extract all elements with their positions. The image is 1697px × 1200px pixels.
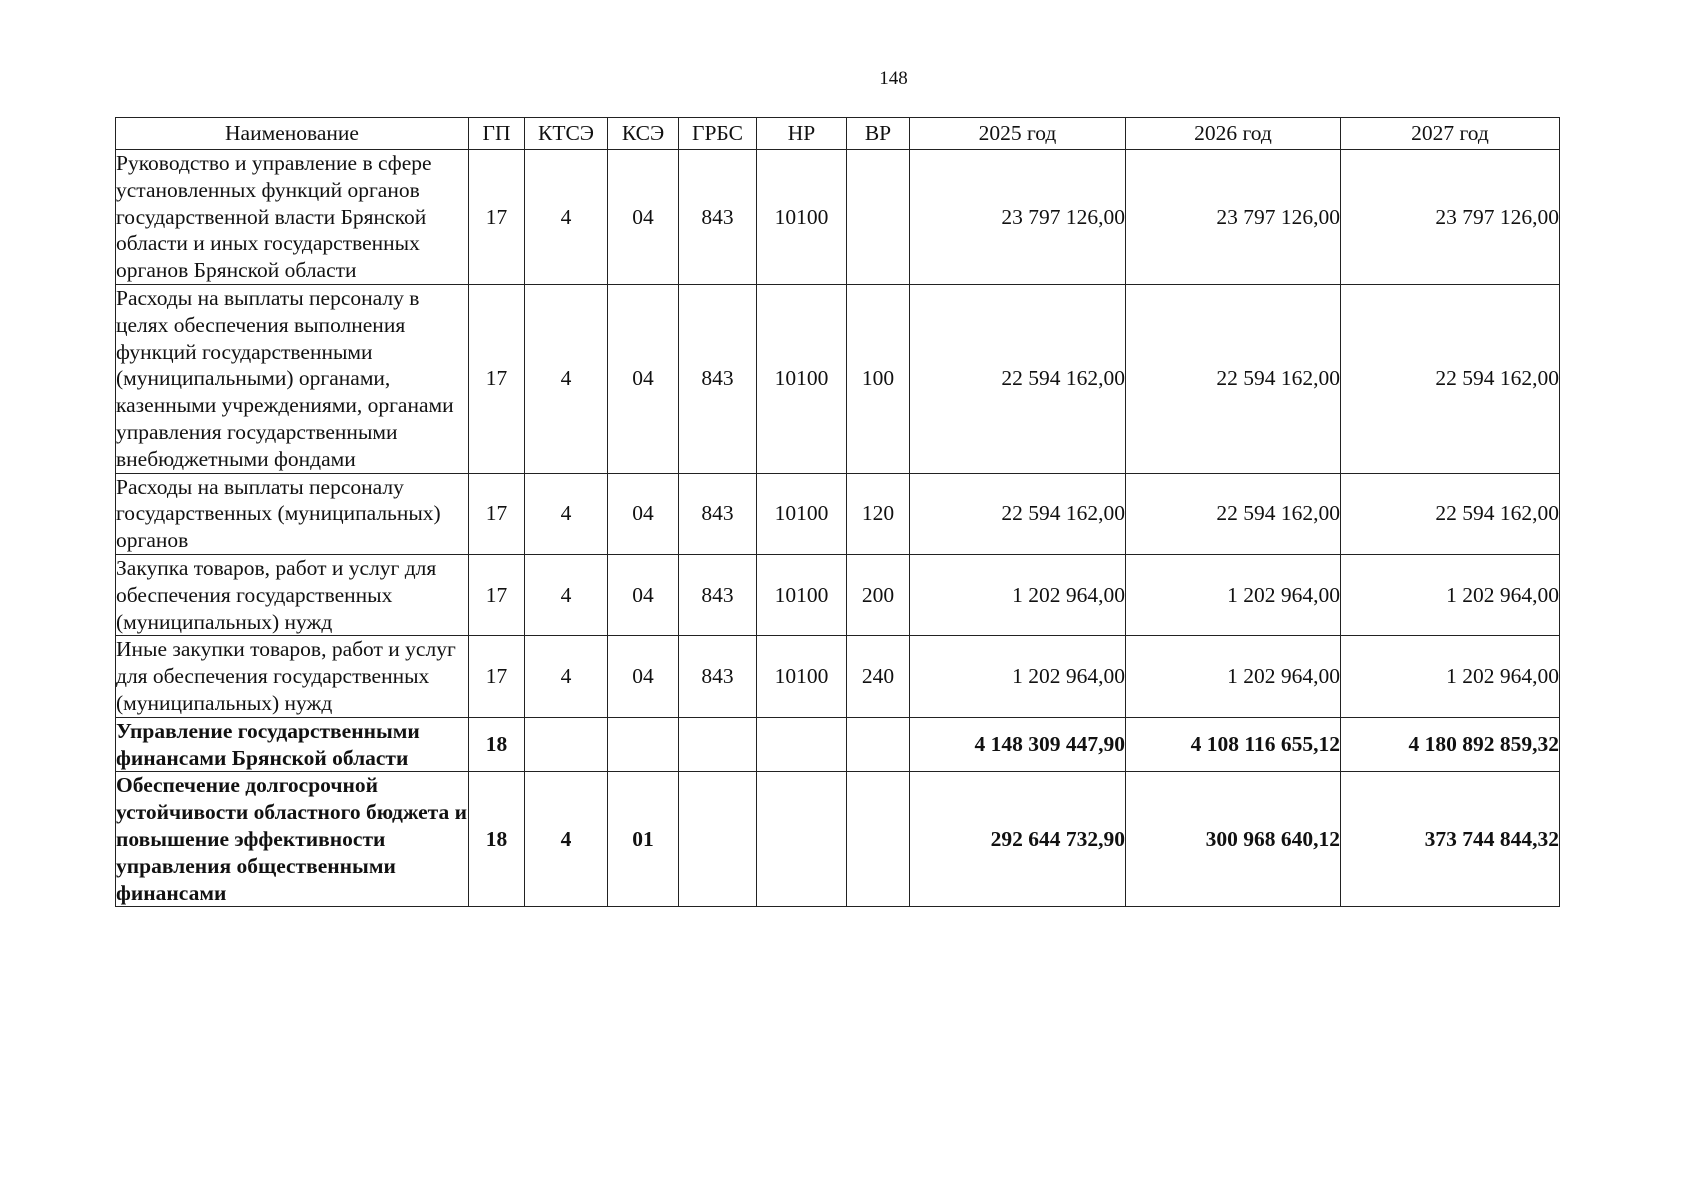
cell-nr: 10100 bbox=[757, 554, 847, 635]
cell-2026: 4 108 116 655,12 bbox=[1126, 717, 1341, 772]
cell-gp: 17 bbox=[469, 150, 525, 285]
cell-ktse bbox=[525, 717, 608, 772]
cell-nr: 10100 bbox=[757, 150, 847, 285]
cell-2025: 4 148 309 447,90 bbox=[910, 717, 1126, 772]
cell-vr bbox=[847, 717, 910, 772]
cell-gp: 17 bbox=[469, 554, 525, 635]
cell-grbs bbox=[679, 772, 757, 907]
cell-2027: 4 180 892 859,32 bbox=[1341, 717, 1560, 772]
cell-vr: 240 bbox=[847, 636, 910, 717]
header-grbs: ГРБС bbox=[679, 118, 757, 150]
cell-name: Обеспечение долгосрочной устойчивости областного бюджета и повышение эффективности управления общественными финансами bbox=[116, 772, 469, 907]
cell-2026: 23 797 126,00 bbox=[1126, 150, 1341, 285]
cell-nr: 10100 bbox=[757, 284, 847, 473]
header-kse: КСЭ bbox=[608, 118, 679, 150]
cell-gp: 17 bbox=[469, 284, 525, 473]
page-number: 148 bbox=[879, 68, 908, 89]
cell-grbs bbox=[679, 717, 757, 772]
table-row bbox=[116, 284, 1560, 473]
cell-2026: 300 968 640,12 bbox=[1126, 772, 1341, 907]
header-ktse: КТСЭ bbox=[525, 118, 608, 150]
cell-ktse: 4 bbox=[525, 150, 608, 285]
cell-nr: 10100 bbox=[757, 473, 847, 554]
cell-ktse: 4 bbox=[525, 554, 608, 635]
cell-nr: 10100 bbox=[757, 636, 847, 717]
budget-table bbox=[115, 117, 1560, 907]
table-row bbox=[116, 717, 1560, 772]
table-row bbox=[116, 150, 1560, 285]
cell-ktse: 4 bbox=[525, 473, 608, 554]
table-row bbox=[116, 772, 1560, 907]
cell-gp: 18 bbox=[469, 772, 525, 907]
header-2026: 2026 год bbox=[1126, 118, 1341, 150]
cell-gp: 17 bbox=[469, 636, 525, 717]
cell-ktse: 4 bbox=[525, 636, 608, 717]
cell-nr bbox=[757, 772, 847, 907]
cell-2027: 23 797 126,00 bbox=[1341, 150, 1560, 285]
cell-2026: 1 202 964,00 bbox=[1126, 636, 1341, 717]
cell-name: Иные закупки товаров, работ и услуг для обеспечения государственных (муниципальных) нужд bbox=[116, 636, 469, 717]
cell-name: Расходы на выплаты персоналу в целях обеспечения выполнения функций государственными (муниципальными) органами, казенными учреждениями, органами управления государственными внебюджетными фондами bbox=[116, 284, 469, 473]
cell-grbs: 843 bbox=[679, 284, 757, 473]
cell-kse: 04 bbox=[608, 150, 679, 285]
cell-2025: 22 594 162,00 bbox=[910, 473, 1126, 554]
cell-vr: 200 bbox=[847, 554, 910, 635]
cell-2025: 1 202 964,00 bbox=[910, 636, 1126, 717]
cell-2025: 23 797 126,00 bbox=[910, 150, 1126, 285]
cell-2026: 22 594 162,00 bbox=[1126, 473, 1341, 554]
cell-grbs: 843 bbox=[679, 473, 757, 554]
cell-vr: 100 bbox=[847, 284, 910, 473]
header-2027: 2027 год bbox=[1341, 118, 1560, 150]
cell-gp: 18 bbox=[469, 717, 525, 772]
cell-2027: 1 202 964,00 bbox=[1341, 636, 1560, 717]
header-2025: 2025 год bbox=[910, 118, 1126, 150]
cell-vr bbox=[847, 150, 910, 285]
cell-name: Управление государственными финансами Брянской области bbox=[116, 717, 469, 772]
cell-nr bbox=[757, 717, 847, 772]
cell-kse: 04 bbox=[608, 554, 679, 635]
cell-ktse: 4 bbox=[525, 284, 608, 473]
cell-2027: 22 594 162,00 bbox=[1341, 473, 1560, 554]
cell-2025: 22 594 162,00 bbox=[910, 284, 1126, 473]
table-row bbox=[116, 554, 1560, 635]
header-name: Наименование bbox=[116, 118, 469, 150]
cell-grbs: 843 bbox=[679, 636, 757, 717]
cell-grbs: 843 bbox=[679, 554, 757, 635]
cell-name: Закупка товаров, работ и услуг для обеспечения государственных (муниципальных) нужд bbox=[116, 554, 469, 635]
cell-2025: 1 202 964,00 bbox=[910, 554, 1126, 635]
table-row bbox=[116, 636, 1560, 717]
cell-kse bbox=[608, 717, 679, 772]
cell-2027: 1 202 964,00 bbox=[1341, 554, 1560, 635]
cell-kse: 01 bbox=[608, 772, 679, 907]
table-row bbox=[116, 473, 1560, 554]
cell-2027: 373 744 844,32 bbox=[1341, 772, 1560, 907]
cell-gp: 17 bbox=[469, 473, 525, 554]
cell-name: Расходы на выплаты персоналу государственных (муниципальных) органов bbox=[116, 473, 469, 554]
cell-vr: 120 bbox=[847, 473, 910, 554]
cell-2026: 22 594 162,00 bbox=[1126, 284, 1341, 473]
table-header-row bbox=[116, 118, 1560, 150]
header-gp: ГП bbox=[469, 118, 525, 150]
cell-2027: 22 594 162,00 bbox=[1341, 284, 1560, 473]
header-vr: ВР bbox=[847, 118, 910, 150]
cell-kse: 04 bbox=[608, 284, 679, 473]
cell-vr bbox=[847, 772, 910, 907]
cell-kse: 04 bbox=[608, 473, 679, 554]
cell-grbs: 843 bbox=[679, 150, 757, 285]
cell-kse: 04 bbox=[608, 636, 679, 717]
cell-name: Руководство и управление в сфере установленных функций органов государственной власти Брянской области и иных государственных органов Брянской области bbox=[116, 150, 469, 285]
cell-2026: 1 202 964,00 bbox=[1126, 554, 1341, 635]
cell-ktse: 4 bbox=[525, 772, 608, 907]
cell-2025: 292 644 732,90 bbox=[910, 772, 1126, 907]
header-nr: НР bbox=[757, 118, 847, 150]
